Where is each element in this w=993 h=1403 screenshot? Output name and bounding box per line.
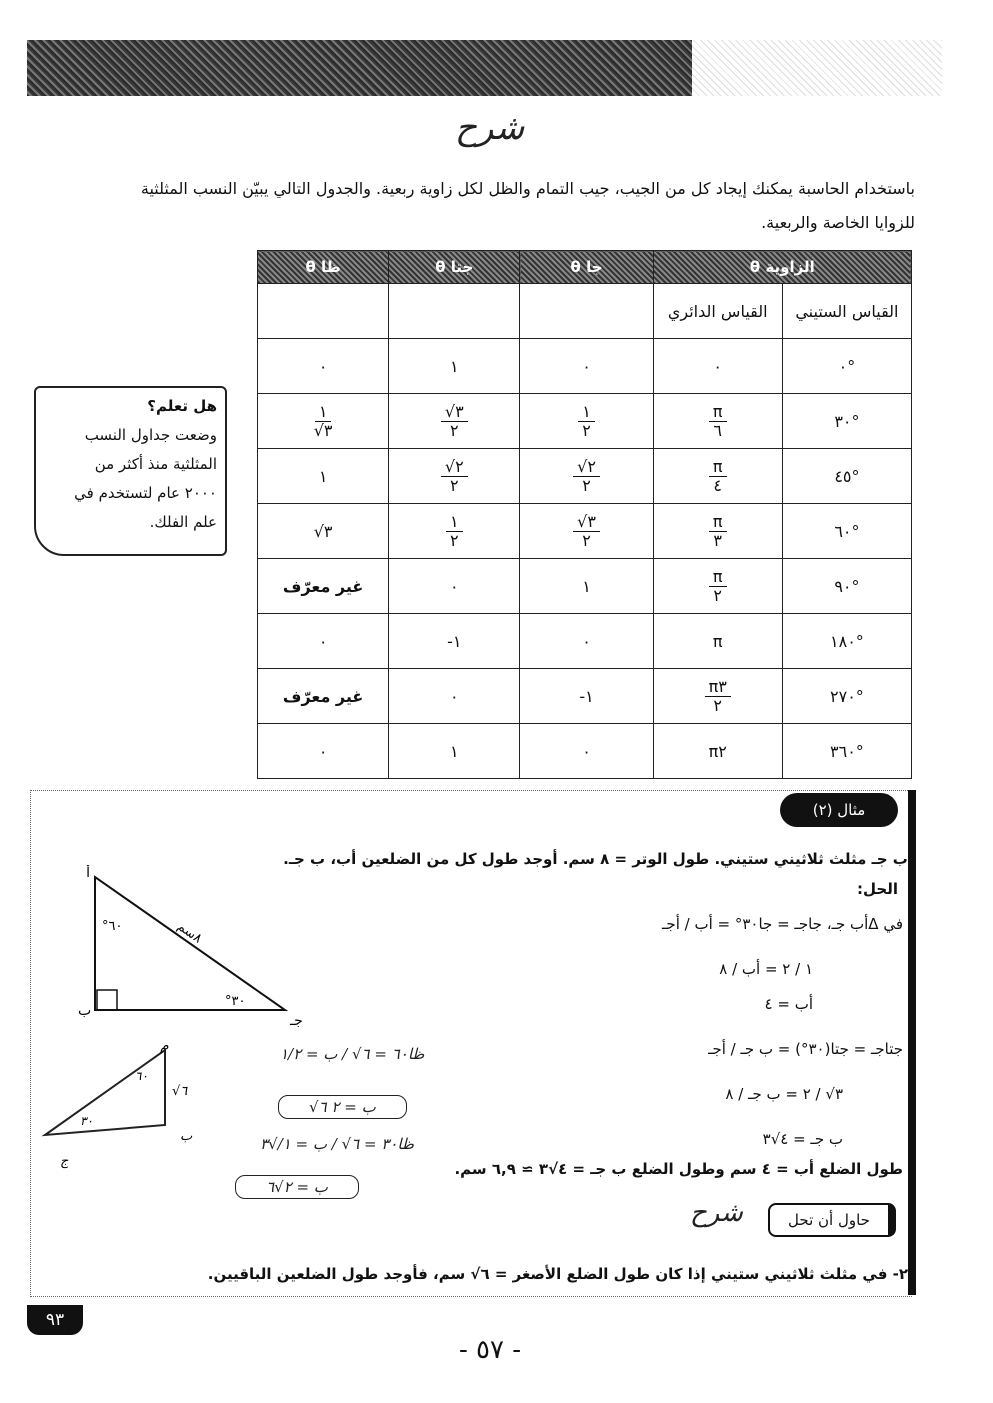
solution-step-5: ٣√ / ٢ = ب جـ / ٨	[725, 1085, 843, 1103]
cell-rad: $\frac{\pi}{٢}$	[653, 559, 782, 614]
table-row	[258, 504, 912, 559]
solution-step-2: ١ / ٢ = أب / ٨	[719, 960, 813, 978]
handwritten-line-2: ب = ٢ ٦√	[278, 1095, 407, 1119]
cell-sin: ٠	[520, 339, 653, 394]
try-question: ٢- في مثلث ثلاثيني ستيني إذا كان طول الضلع الأصغر = ٦√ سم، فأوجد طول الضلعين الباقيين.	[207, 1265, 908, 1283]
handwritten-triangle	[40, 1040, 220, 1175]
cell-sin: $\frac{٣√}{٢}$	[520, 504, 653, 559]
note-line: وضعت جداول النسب	[84, 426, 217, 444]
cell-sin: ٠	[520, 724, 653, 779]
cell-rad: $\frac{\pi ٣}{٢}$	[653, 669, 782, 724]
cell-tan: ٠	[258, 724, 389, 779]
cell-deg: °٤٥	[782, 449, 911, 504]
table-row	[258, 449, 912, 504]
table-row	[258, 394, 912, 449]
cell-sin: $\frac{٢√}{٢}$	[520, 449, 653, 504]
hw-vertex-right: ب	[180, 1129, 193, 1144]
cell-rad: ٠	[653, 339, 782, 394]
table-header-row	[258, 251, 912, 284]
header-tan: ظا θ	[258, 251, 389, 284]
table-row	[258, 614, 912, 669]
intro-line-1: باستخدام الحاسبة يمكنك إيجاد كل من الجيب، جيب التمام والظل لكل زاوية ربعية. والجدول التالي يبيّن النسب المثلثية	[140, 179, 915, 198]
cell-rad: $\frac{\pi}{٣}$	[653, 504, 782, 559]
cell-cos: ٠	[389, 669, 520, 724]
cell-cos: ٠	[389, 559, 520, 614]
example-statement: أب جـ مثلث ثلاثيني ستيني. طول الوتر = ٨ سم. أوجد طول كل من الضلعين أب، ب جـ.	[283, 850, 913, 868]
cell-cos: ١	[389, 339, 520, 394]
handwritten-line-1: ظا٦٠ = ٦√ / ب = ١/٢	[280, 1045, 425, 1063]
hw-vertex-bottom: ج	[60, 1154, 69, 1169]
triangle-diagram	[40, 865, 310, 1030]
handwritten-title: شرح	[455, 108, 525, 148]
note-line: ٢٠٠٠ عام لتستخدم في	[74, 484, 217, 502]
header-sin: جا θ	[520, 251, 653, 284]
example-label: مثال (٢)	[780, 793, 898, 827]
solution-step-4: جتاجـ = جتا(٣٠°) = ب جـ / أجـ	[708, 1040, 903, 1058]
angle-a: °٦٠	[102, 919, 123, 934]
handwritten-title-2: شرح	[690, 1198, 743, 1228]
cell-deg: °٢٧٠	[782, 669, 911, 724]
handwritten-line-4: ب = ٢√٦	[235, 1175, 359, 1199]
solution-step-3: أب = ٤	[764, 995, 813, 1013]
cell-deg: °٠	[782, 339, 911, 394]
hw-angle-1: ٦٠	[135, 1069, 148, 1083]
cell-deg: °٩٠	[782, 559, 911, 614]
cell-tan: ٠	[258, 614, 389, 669]
cell-deg: °٦٠	[782, 504, 911, 559]
hw-angle-2: ٣٠	[80, 1114, 93, 1128]
table-subheader-row	[258, 284, 912, 339]
cell-rad: $\frac{\pi}{٦}$	[653, 394, 782, 449]
cell-sin: ١-	[520, 669, 653, 724]
cell-cos: ١	[389, 724, 520, 779]
table-row	[258, 669, 912, 724]
did-you-know-box	[34, 386, 227, 556]
cell-cos: $\frac{٢√}{٢}$	[389, 449, 520, 504]
table-row	[258, 724, 912, 779]
handwritten-line-3: ظا٣٠ = ٦√ / ب = ١/√٣	[260, 1135, 414, 1153]
cell-cos: ١-	[389, 614, 520, 669]
trig-table	[257, 250, 912, 779]
note-title: هل تعلم؟	[147, 397, 217, 415]
cell-deg: °٣٠	[782, 394, 911, 449]
cell-sin: $\frac{١}{٢}$	[520, 394, 653, 449]
solution-step-6: ب جـ = ٤√٣	[762, 1130, 843, 1148]
header-band	[27, 40, 692, 96]
header-angle: الزاوية θ	[653, 251, 911, 284]
table-row	[258, 339, 912, 394]
cell-tan: $\frac{١}{٣√}$	[258, 394, 389, 449]
solution-step-1: في Δأب جـ، جاجـ = جا٣٠° = أب / أجـ	[662, 915, 903, 933]
vertex-c: جـ	[290, 1013, 303, 1029]
cell-cos: $\frac{١}{٢}$	[389, 504, 520, 559]
cell-tan: ٠	[258, 339, 389, 394]
table-row	[258, 559, 912, 614]
cell-rad: $\frac{\pi}{٤}$	[653, 449, 782, 504]
cell-sin: ١	[520, 559, 653, 614]
cell-tan: ٣√	[258, 504, 389, 559]
hypotenuse-label: ٨سم	[174, 919, 205, 947]
intro-line-2: للزوايا الخاصة والربعية.	[761, 213, 915, 232]
vertex-b: ب	[78, 1003, 92, 1019]
vertex-a: أ	[86, 865, 90, 881]
solution-conclusion: طول الضلع أب = ٤ سم وطول الضلع ب جـ = ٤√٣ ≃ ٦,٩ سم.	[454, 1160, 903, 1178]
hw-side: √٦	[172, 1084, 188, 1099]
handwritten-page-number: - ٥٧ -	[458, 1335, 522, 1365]
header-band-fade	[692, 40, 942, 96]
cell-deg: °٣٦٠	[782, 724, 911, 779]
subheader-radians: القياس الدائري	[653, 284, 782, 339]
note-line: علم الفلك.	[149, 513, 217, 531]
cell-tan: غير معرّف	[258, 559, 389, 614]
cell-sin: ٠	[520, 614, 653, 669]
try-to-solve-label: حاول أن تحل	[768, 1203, 896, 1237]
hw-vertex-top: م	[160, 1040, 169, 1054]
cell-cos: $\frac{٣√}{٢}$	[389, 394, 520, 449]
page-number: ٩٣	[27, 1305, 83, 1335]
angle-c: °٣٠	[225, 994, 246, 1009]
cell-rad: π	[653, 614, 782, 669]
cell-tan: ١	[258, 449, 389, 504]
cell-deg: °١٨٠	[782, 614, 911, 669]
cell-rad: π٢	[653, 724, 782, 779]
note-line: المثلثية منذ أكثر من	[94, 455, 217, 473]
solution-label: الحل:	[857, 880, 898, 898]
subheader-degrees: القياس الستيني	[782, 284, 911, 339]
header-cos: جتا θ	[389, 251, 520, 284]
intro-paragraph	[35, 172, 915, 240]
cell-tan: غير معرّف	[258, 669, 389, 724]
